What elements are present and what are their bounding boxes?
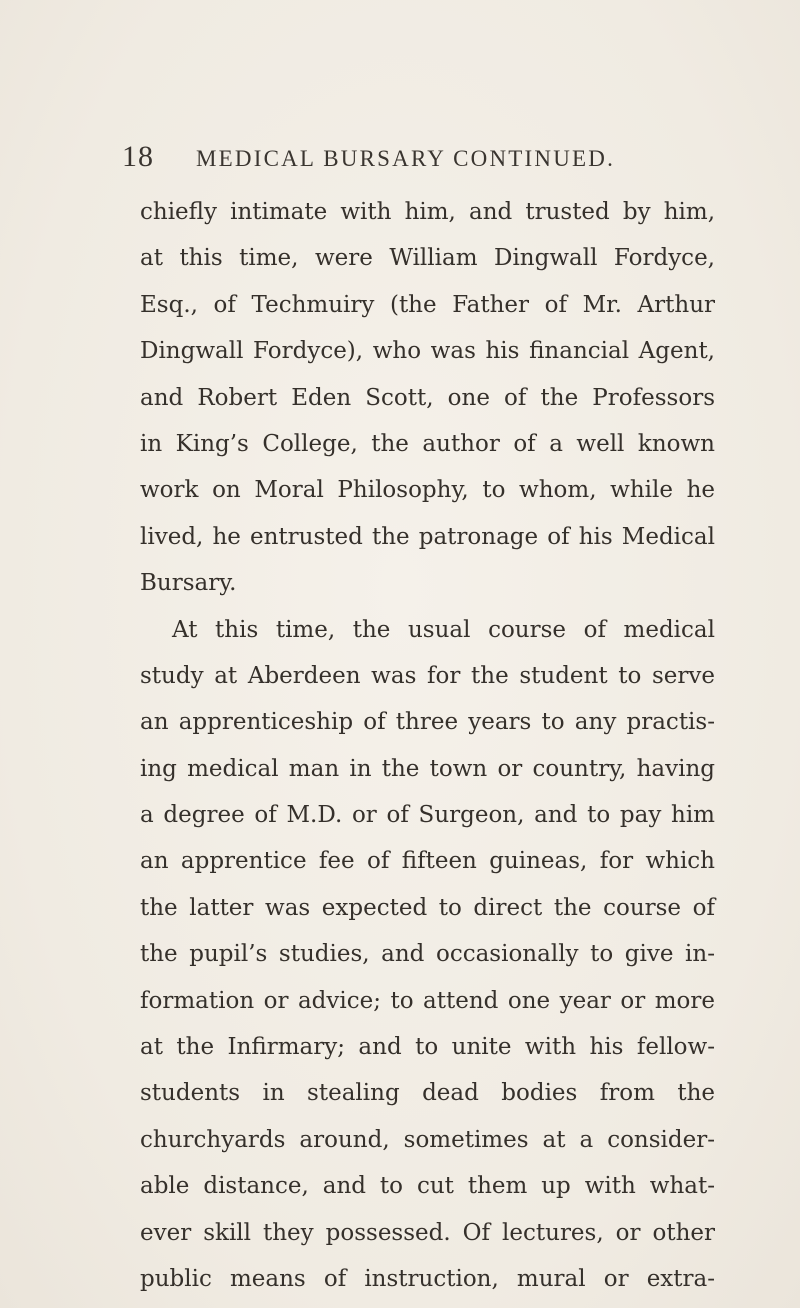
- text-line: formation or advice; to attend one year or more: [140, 987, 715, 1014]
- text-line: at this time, were William Dingwall Fordyce,: [140, 245, 715, 272]
- text-line: the latter was expected to direct the course of: [140, 894, 715, 921]
- text-line: in King’s College, the author of a well known: [140, 430, 715, 457]
- body-text: [140, 189, 715, 1302]
- text-line: public means of instruction, mural or extra-: [140, 1265, 715, 1292]
- text-line: work on Moral Philosophy, to whom, while he: [140, 477, 715, 504]
- text-line: Dingwall Fordyce), who was his financial Agent,: [140, 338, 715, 365]
- page-header: [122, 140, 722, 180]
- text-line: chiefly intimate with him, and trusted by him,: [140, 199, 715, 225]
- text-line: ever skill they possessed. Of lectures, or other: [140, 1219, 715, 1246]
- text-line: an apprentice fee of fifteen guineas, for which: [140, 848, 715, 875]
- text-line: able distance, and to cut them up with what-: [140, 1173, 715, 1200]
- text-line: churchyards around, sometimes at a consider-: [140, 1126, 715, 1153]
- text-line: and Robert Eden Scott, one of the Professors: [140, 384, 715, 411]
- text-line: ing medical man in the town or country, having: [140, 755, 715, 782]
- page-number: 18: [122, 140, 154, 173]
- text-line: Bursary.: [140, 570, 237, 597]
- text-line: lived, he entrusted the patronage of his Medical: [140, 523, 715, 550]
- text-line: at the Infirmary; and to unite with his fellow-: [140, 1034, 715, 1061]
- text-line: study at Aberdeen was for the student to serve: [140, 662, 715, 689]
- text-line: the pupil’s studies, and occasionally to give in-: [140, 941, 715, 968]
- text-line: an apprenticeship of three years to any practis-: [140, 709, 715, 736]
- text-line: a degree of M.D. or of Surgeon, and to pay him: [140, 802, 715, 829]
- running-head: MEDICAL BURSARY CONTINUED.: [196, 146, 616, 171]
- paragraph-start-line: At this time, the usual course of medical: [172, 616, 715, 643]
- text-line: students in stealing dead bodies from the: [140, 1080, 715, 1107]
- text-line: Esq., of Techmuiry (the Father of Mr. Arthur: [140, 291, 715, 318]
